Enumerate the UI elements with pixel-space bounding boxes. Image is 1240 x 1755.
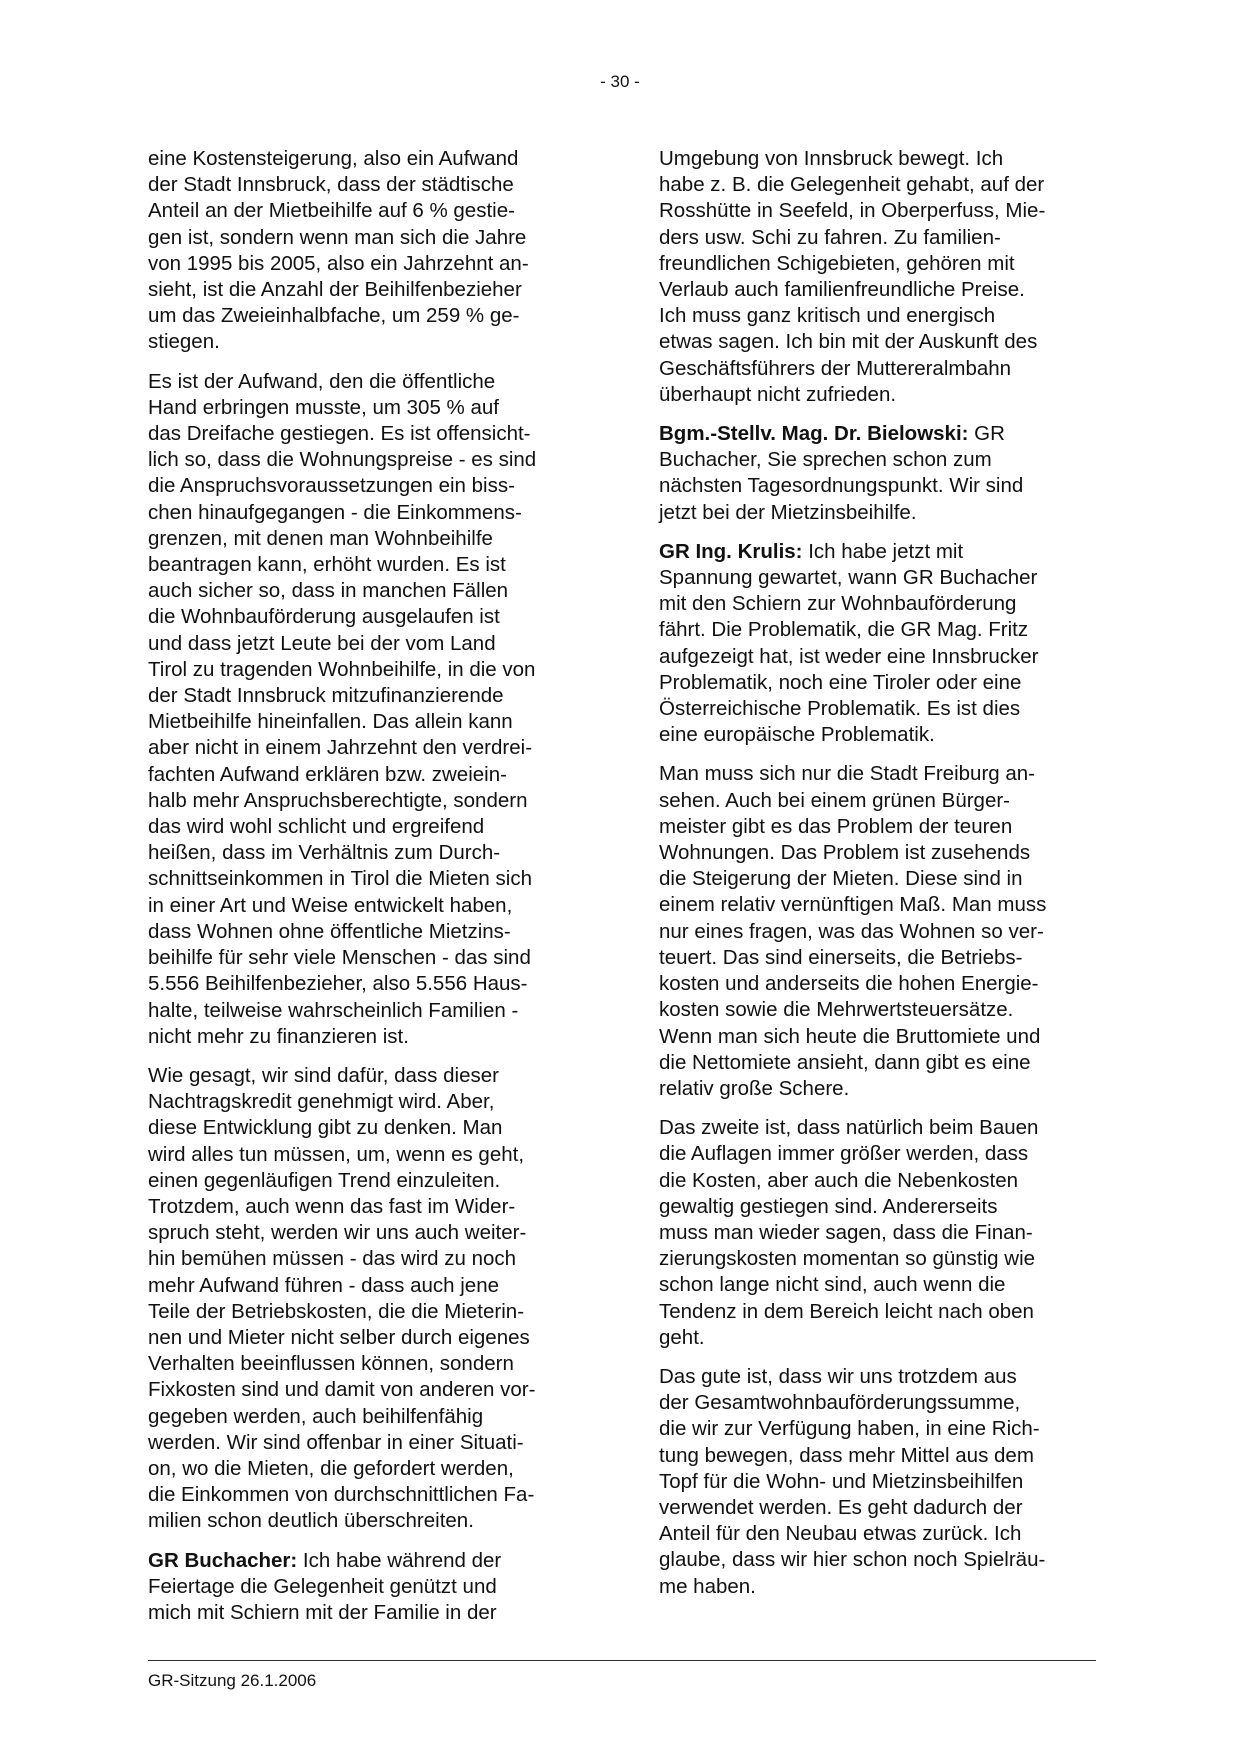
text-line: verwendet werden. Es geht dadurch der — [659, 1495, 1023, 1519]
text-line — [659, 539, 1096, 565]
text-line: zierungskosten momentan so günstig wie — [659, 1247, 1036, 1271]
speech-text: GR — [968, 422, 1005, 446]
text-line: Fixkosten sind und damit von anderen vor- — [148, 1378, 536, 1402]
text-line: hin bemühen müssen - das wird zu noch — [148, 1247, 517, 1271]
left-column — [148, 146, 585, 1639]
text-line: Das gute ist, dass wir uns trotzdem aus — [659, 1364, 1017, 1388]
text-line: Topf für die Wohn- und Mietzinsbeihilfen — [659, 1469, 1024, 1493]
text-line: sehen. Auch bei einem grünen Bürger- — [659, 788, 1011, 812]
text-line: schnittseinkommen in Tirol die Mieten sich — [148, 867, 532, 891]
text-line: Ich muss ganz kritisch und energisch — [659, 304, 996, 328]
text-line: halb mehr Anspruchsberechtigte, sondern — [148, 788, 528, 812]
text-line: halte, teilweise wahrscheinlich Familien - — [148, 998, 519, 1022]
text-line: freundlichen Schigebieten, gehören mit — [659, 251, 1015, 275]
text-line: Wenn man sich heute die Bruttomiete und — [659, 1024, 1041, 1048]
text-line: me haben. — [659, 1574, 756, 1598]
text-line: on, wo die Mieten, die gefordert werden, — [148, 1456, 514, 1480]
text-line: relativ große Schere. — [659, 1076, 850, 1100]
text-line: spruch steht, werden wir uns auch weiter- — [148, 1221, 527, 1245]
text-line: der Stadt Innsbruck mitzufinanzierende — [148, 684, 504, 708]
text-line: Anteil für den Neubau etwas zurück. Ich — [659, 1522, 1022, 1546]
text-line: kosten und anderseits die hohen Energie- — [659, 972, 1039, 996]
text-line: Nachtragskredit genehmigt wird. Aber, — [148, 1090, 495, 1114]
text-line: aber nicht in einem Jahrzehnt den verdrei- — [148, 736, 533, 760]
page-number: - 30 - — [600, 72, 640, 91]
text-line: glaube, dass wir hier schon noch Spielräu- — [659, 1548, 1046, 1572]
text-line: Mietbeihilfe hineinfallen. Das allein kann — [148, 710, 513, 734]
paragraph — [148, 1063, 585, 1535]
right-column — [659, 146, 1096, 1613]
paragraph — [659, 539, 1096, 749]
text-line: muss man wieder sagen, dass die Finan- — [659, 1220, 1033, 1244]
text-line: gen ist, sondern wenn man sich die Jahre — [148, 225, 527, 249]
text-line: Teile der Betriebskosten, die die Mieterin- — [148, 1299, 525, 1323]
text-line: dass Wohnen ohne öffentliche Mietzins- — [148, 919, 511, 943]
text-line: Verlaub auch familienfreundliche Preise. — [659, 278, 1025, 302]
text-line: werden. Wir sind offenbar in einer Situati- — [148, 1430, 524, 1454]
paragraph — [148, 369, 585, 1050]
paragraph — [148, 1548, 585, 1627]
text-line: Wie gesagt, wir sind dafür, dass dieser — [148, 1063, 499, 1087]
text-line: grenzen, mit denen man Wohnbeihilfe — [148, 526, 493, 550]
speech-text: Ich habe jetzt mit — [802, 539, 964, 563]
text-line: fachten Aufwand erklären bzw. zweiein- — [148, 762, 507, 786]
text-line: mit den Schiern zur Wohnbauförderung — [659, 592, 1017, 616]
paragraph — [148, 146, 585, 356]
text-line: Anteil an der Mietbeihilfe auf 6 % gestie- — [148, 199, 515, 223]
text-line: stiegen. — [148, 330, 220, 354]
text-line: tung bewegen, dass mehr Mittel aus dem — [659, 1443, 1034, 1467]
text-line: Geschäftsführers der Muttereralmbahn — [659, 356, 1012, 380]
text-line: diese Entwicklung gibt zu denken. Man — [148, 1116, 503, 1140]
text-line: nächsten Tagesordnungspunkt. Wir sind — [659, 474, 1024, 498]
footer-session-label: GR-Sitzung 26.1.2006 — [148, 1671, 317, 1690]
text-line: die Anspruchsvoraussetzungen ein biss- — [148, 474, 515, 498]
text-line: Trotzdem, auch wenn das fast im Wider- — [148, 1194, 516, 1218]
text-line: das wird wohl schlicht und ergreifend — [148, 815, 485, 839]
text-line: beihilfe für sehr viele Menschen - das sind — [148, 946, 531, 970]
text-line: einen gegenläufigen Trend einzuleiten. — [148, 1168, 501, 1192]
text-line: fährt. Die Problematik, die GR Mag. Fritz — [659, 618, 1029, 642]
text-line: schon lange nicht sind, auch wenn die — [659, 1273, 1006, 1297]
text-line: um das Zweieinhalbfache, um 259 % ge- — [148, 304, 520, 328]
text-line: überhaupt nicht zufrieden. — [659, 382, 897, 406]
text-line: auch sicher so, dass in manchen Fällen — [148, 579, 509, 603]
text-line: gewaltig gestiegen sind. Andererseits — [659, 1194, 998, 1218]
text-line: von 1995 bis 2005, also ein Jahrzehnt an- — [148, 251, 529, 275]
text-line: meister gibt es das Problem der teuren — [659, 814, 1013, 838]
footer-divider — [148, 1660, 1096, 1661]
text-line: eine europäische Problematik. — [659, 723, 935, 747]
text-line: nicht mehr zu finanzieren ist. — [148, 1024, 409, 1048]
text-line: beantragen kann, erhöht wurden. Es ist — [148, 553, 506, 577]
text-line: gegeben werden, auch beihilfenfähig — [148, 1404, 484, 1428]
paragraph — [659, 421, 1096, 526]
text-line: nen und Mieter nicht selber durch eigenes — [148, 1325, 530, 1349]
text-line: die wir zur Verfügung haben, in eine Rich- — [659, 1417, 1040, 1441]
text-line: Hand erbringen musste, um 305 % auf — [148, 395, 499, 419]
text-line: Umgebung von Innsbruck bewegt. Ich — [659, 147, 1004, 170]
text-line: Rosshütte in Seefeld, in Oberperfuss, Mie- — [659, 199, 1046, 223]
text-line: Man muss sich nur die Stadt Freiburg an- — [659, 762, 1035, 786]
text-line: die Steigerung der Mieten. Diese sind in — [659, 867, 1023, 891]
text-line: jetzt bei der Mietzinsbeihilfe. — [659, 500, 917, 524]
text-line: geht. — [659, 1325, 705, 1349]
text-line: milien schon deutlich überschreiten. — [148, 1509, 474, 1533]
text-line: in einer Art und Weise entwickelt haben, — [148, 893, 513, 917]
paragraph — [659, 1115, 1096, 1351]
text-line: Das zweite ist, dass natürlich beim Bauen — [659, 1116, 1039, 1140]
text-line: der Stadt Innsbruck, dass der städtische — [148, 173, 514, 197]
text-line: einem relativ vernünftigen Maß. Man muss — [659, 893, 1047, 917]
text-line: kosten sowie die Mehrwertsteuersätze. — [659, 998, 1014, 1022]
text-line: heißen, dass im Verhältnis zum Durch- — [148, 841, 501, 865]
speech-text: Ich habe während der — [297, 1548, 502, 1572]
text-line: Buchacher, Sie sprechen schon zum — [659, 448, 992, 472]
text-line: habe z. B. die Gelegenheit gehabt, auf der — [659, 173, 1045, 197]
text-line: Österreichische Problematik. Es ist dies — [659, 697, 1021, 721]
text-line — [148, 1548, 585, 1574]
speaker-name: Bgm.-Stellv. Mag. Dr. Bielowski: — [659, 422, 969, 446]
text-line: Feiertage die Gelegenheit genützt und — [148, 1574, 497, 1598]
speaker-name: GR Buchacher: — [148, 1548, 298, 1572]
text-line: die Nettomiete ansieht, dann gibt es eine — [659, 1050, 1031, 1074]
text-line: 5.556 Beihilfenbezieher, also 5.556 Haus- — [148, 972, 528, 996]
text-line: mich mit Schiern mit der Familie in der — [148, 1600, 497, 1624]
text-line: chen hinaufgegangen - die Einkommens- — [148, 500, 522, 524]
text-line: die Wohnbauförderung ausgelaufen ist — [148, 605, 500, 629]
text-line: Problematik, noch eine Tiroler oder eine — [659, 670, 1022, 694]
text-line: eine Kostensteigerung, also ein Aufwand — [148, 147, 519, 170]
text-line: die Einkommen von durchschnittlichen Fa- — [148, 1483, 535, 1507]
text-line: der Gesamtwohnbauförderungssumme, — [659, 1391, 1021, 1415]
paragraph — [659, 761, 1096, 1102]
text-line: aufgezeigt hat, ist weder eine Innsbrucker — [659, 644, 1039, 668]
text-line: etwas sagen. Ich bin mit der Auskunft des — [659, 330, 1038, 354]
paragraph — [659, 1364, 1096, 1600]
text-line: sieht, ist die Anzahl der Beihilfenbezieher — [148, 278, 522, 302]
text-line: Tendenz in dem Bereich leicht nach oben — [659, 1299, 1034, 1323]
text-line: Es ist der Aufwand, den die öffentliche — [148, 369, 496, 393]
paragraph — [659, 146, 1096, 408]
text-line: die Kosten, aber auch die Nebenkosten — [659, 1168, 1019, 1192]
text-line: Spannung gewartet, wann GR Buchacher — [659, 566, 1038, 590]
text-line: nur eines fragen, was das Wohnen so ver- — [659, 919, 1044, 943]
speaker-name: GR Ing. Krulis: — [659, 539, 803, 563]
text-line: das Dreifache gestiegen. Es ist offensicht- — [148, 422, 531, 446]
text-line: Wohnungen. Das Problem ist zusehends — [659, 841, 1031, 865]
text-line: teuert. Das sind einerseits, die Betriebs- — [659, 945, 1023, 969]
text-line: lich so, dass die Wohnungspreise - es sind — [148, 448, 537, 472]
text-line — [659, 421, 1096, 447]
text-line: Verhalten beeinflussen können, sondern — [148, 1352, 514, 1376]
text-line: wird alles tun müssen, um, wenn es geht, — [148, 1142, 525, 1166]
text-line: Tirol zu tragenden Wohnbeihilfe, in die von — [148, 657, 536, 681]
text-line: und dass jetzt Leute bei der vom Land — [148, 631, 496, 655]
text-line: die Auflagen immer größer werden, dass — [659, 1142, 1029, 1166]
text-line: mehr Aufwand führen - dass auch jene — [148, 1273, 499, 1297]
text-line: ders usw. Schi zu fahren. Zu familien- — [659, 225, 1001, 249]
